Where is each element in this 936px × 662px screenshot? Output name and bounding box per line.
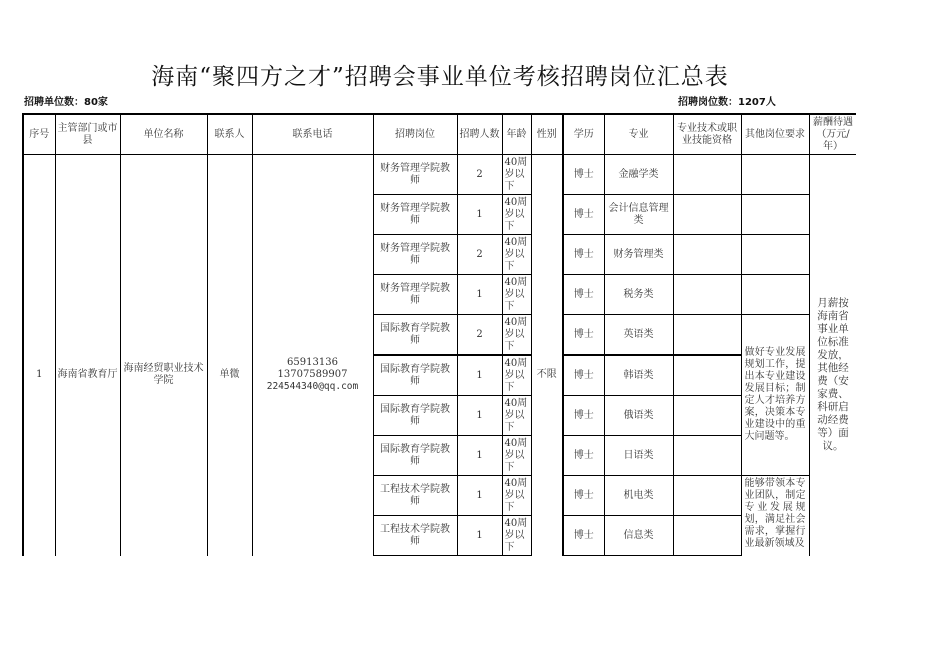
- cell-count: 1: [457, 195, 502, 235]
- cell-age: 40周岁以下: [502, 436, 531, 476]
- cell-post: 工程技术学院教师: [373, 476, 457, 516]
- cell-major: 英语类: [604, 315, 673, 356]
- header-post: 招聘岗位: [373, 114, 457, 155]
- cell-education: 博士: [563, 516, 604, 556]
- header-other-requirements: 其他岗位要求: [741, 114, 809, 155]
- cell-major: 金融学类: [604, 155, 673, 195]
- header-department: 主管部门或市县: [55, 114, 120, 155]
- cell-count: 2: [457, 235, 502, 275]
- cell-other-requirements: [741, 195, 809, 235]
- cell-education: 博士: [563, 275, 604, 315]
- cell-age: 40周岁以下: [502, 275, 531, 315]
- header-qualification: 专业技术或职业技能资格: [673, 114, 741, 155]
- cell-count: 1: [457, 275, 502, 315]
- header-phone: 联系电话: [252, 114, 373, 155]
- cell-education: 博士: [563, 436, 604, 476]
- cell-qualification: [673, 235, 741, 275]
- contact-email: 224544340@qq.com: [266, 381, 359, 392]
- cell-age: 40周岁以下: [502, 235, 531, 275]
- cell-education: 博士: [563, 235, 604, 275]
- cell-major: 信息类: [604, 516, 673, 556]
- cell-age: 40周岁以下: [502, 516, 531, 556]
- cell-age: [502, 556, 531, 557]
- header-count: 招聘人数: [457, 114, 502, 155]
- cell-qualification: [673, 155, 741, 195]
- cell-major: 日语类: [604, 436, 673, 476]
- cell-education: [563, 556, 604, 557]
- cell-qualification: [673, 195, 741, 235]
- cell-age: 40周岁以下: [502, 195, 531, 235]
- cell-gender: 不限: [531, 155, 563, 557]
- cell-post: 财务管理学院教师: [373, 275, 457, 315]
- cell-other-requirements-merged: 做好专业发展规划工作，提出本专业建设发展目标；制定人才培养方案，决策本专业建设中的重大问题等。: [741, 315, 809, 476]
- cell-unit-name: 海南经贸职业技术学院: [120, 155, 207, 557]
- cell-post: 国际教育学院教师: [373, 315, 457, 356]
- header-index: 序号: [23, 114, 55, 155]
- cell-count: 1: [457, 436, 502, 476]
- cell-index: 1: [23, 155, 55, 557]
- cell-qualification: [673, 436, 741, 476]
- cell-phone: [252, 155, 373, 557]
- table-row: [23, 155, 856, 195]
- cell-age: 40周岁以下: [502, 155, 531, 195]
- document-title: 海南“聚四方之才”招聘会事业单位考核招聘岗位汇总表: [151, 64, 729, 90]
- cell-count: 1: [457, 355, 502, 396]
- cell-post: [373, 556, 457, 557]
- cell-qualification: [673, 315, 741, 356]
- cell-qualification: [673, 355, 741, 396]
- cell-contact: 单微: [207, 155, 252, 557]
- cell-age: 40周岁以下: [502, 355, 531, 396]
- cell-post: 国际教育学院教师: [373, 436, 457, 476]
- cell-post: 财务管理学院教师: [373, 195, 457, 235]
- cell-count: 1: [457, 396, 502, 436]
- cell-qualification: [673, 556, 741, 557]
- post-count: 招聘岗位数：1207人: [678, 97, 776, 108]
- cell-education: 博士: [563, 315, 604, 356]
- header-salary: 薪酬待遇（万元/年）: [809, 114, 856, 155]
- header-unit-name: 单位名称: [120, 114, 207, 155]
- recruitment-table: [22, 113, 856, 556]
- cell-major: 俄语类: [604, 396, 673, 436]
- cell-education: 博士: [563, 476, 604, 516]
- cell-education: 博士: [563, 355, 604, 396]
- header-row: [23, 114, 856, 155]
- cell-qualification: [673, 275, 741, 315]
- cell-major: 韩语类: [604, 355, 673, 396]
- cell-count: 1: [457, 516, 502, 556]
- unit-count: 招聘单位数：80家: [24, 97, 108, 108]
- cell-major: 税务类: [604, 275, 673, 315]
- cell-age: 40周岁以下: [502, 396, 531, 436]
- cell-post: 财务管理学院教师: [373, 235, 457, 275]
- cell-age: 40周岁以下: [502, 315, 531, 356]
- cell-qualification: [673, 516, 741, 556]
- cell-qualification: [673, 476, 741, 516]
- cell-post: 工程技术学院教师: [373, 516, 457, 556]
- cell-education: 博士: [563, 195, 604, 235]
- header-contact: 联系人: [207, 114, 252, 155]
- cell-count: 1: [457, 476, 502, 516]
- cell-post: 财务管理学院教师: [373, 155, 457, 195]
- cell-qualification: [673, 396, 741, 436]
- cell-major: 会计信息管理类: [604, 195, 673, 235]
- cell-post: 国际教育学院教师: [373, 355, 457, 396]
- cell-salary: 月薪按海南省事业单位标准发放，其他经费（安家费、科研启动经费等）面议。: [809, 155, 856, 557]
- cell-education: 博士: [563, 396, 604, 436]
- cell-count: 2: [457, 155, 502, 195]
- cell-major: [604, 556, 673, 557]
- header-age: 年龄: [502, 114, 531, 155]
- cell-other-requirements: [741, 155, 809, 195]
- header-major: 专业: [604, 114, 673, 155]
- cell-education: 博士: [563, 155, 604, 195]
- phone-landline: 65913136: [287, 357, 338, 368]
- cell-other-requirements-merged-2: 能够带领本专业团队，制定专业发展规划，满足社会需求，掌握行业最新领域及: [741, 476, 809, 557]
- cell-department: 海南省教育厅: [55, 155, 120, 557]
- cell-major: 机电类: [604, 476, 673, 516]
- cell-other-requirements: [741, 235, 809, 275]
- cell-count: 2: [457, 315, 502, 356]
- cell-post: 国际教育学院教师: [373, 396, 457, 436]
- phone-mobile: 13707589907: [277, 369, 348, 380]
- recruitment-table-container: [22, 113, 856, 556]
- header-education: 学历: [563, 114, 604, 155]
- header-gender: 性别: [531, 114, 563, 155]
- cell-major: 财务管理类: [604, 235, 673, 275]
- cell-age: 40周岁以下: [502, 476, 531, 516]
- cell-other-requirements: [741, 275, 809, 315]
- cell-count: [457, 556, 502, 557]
